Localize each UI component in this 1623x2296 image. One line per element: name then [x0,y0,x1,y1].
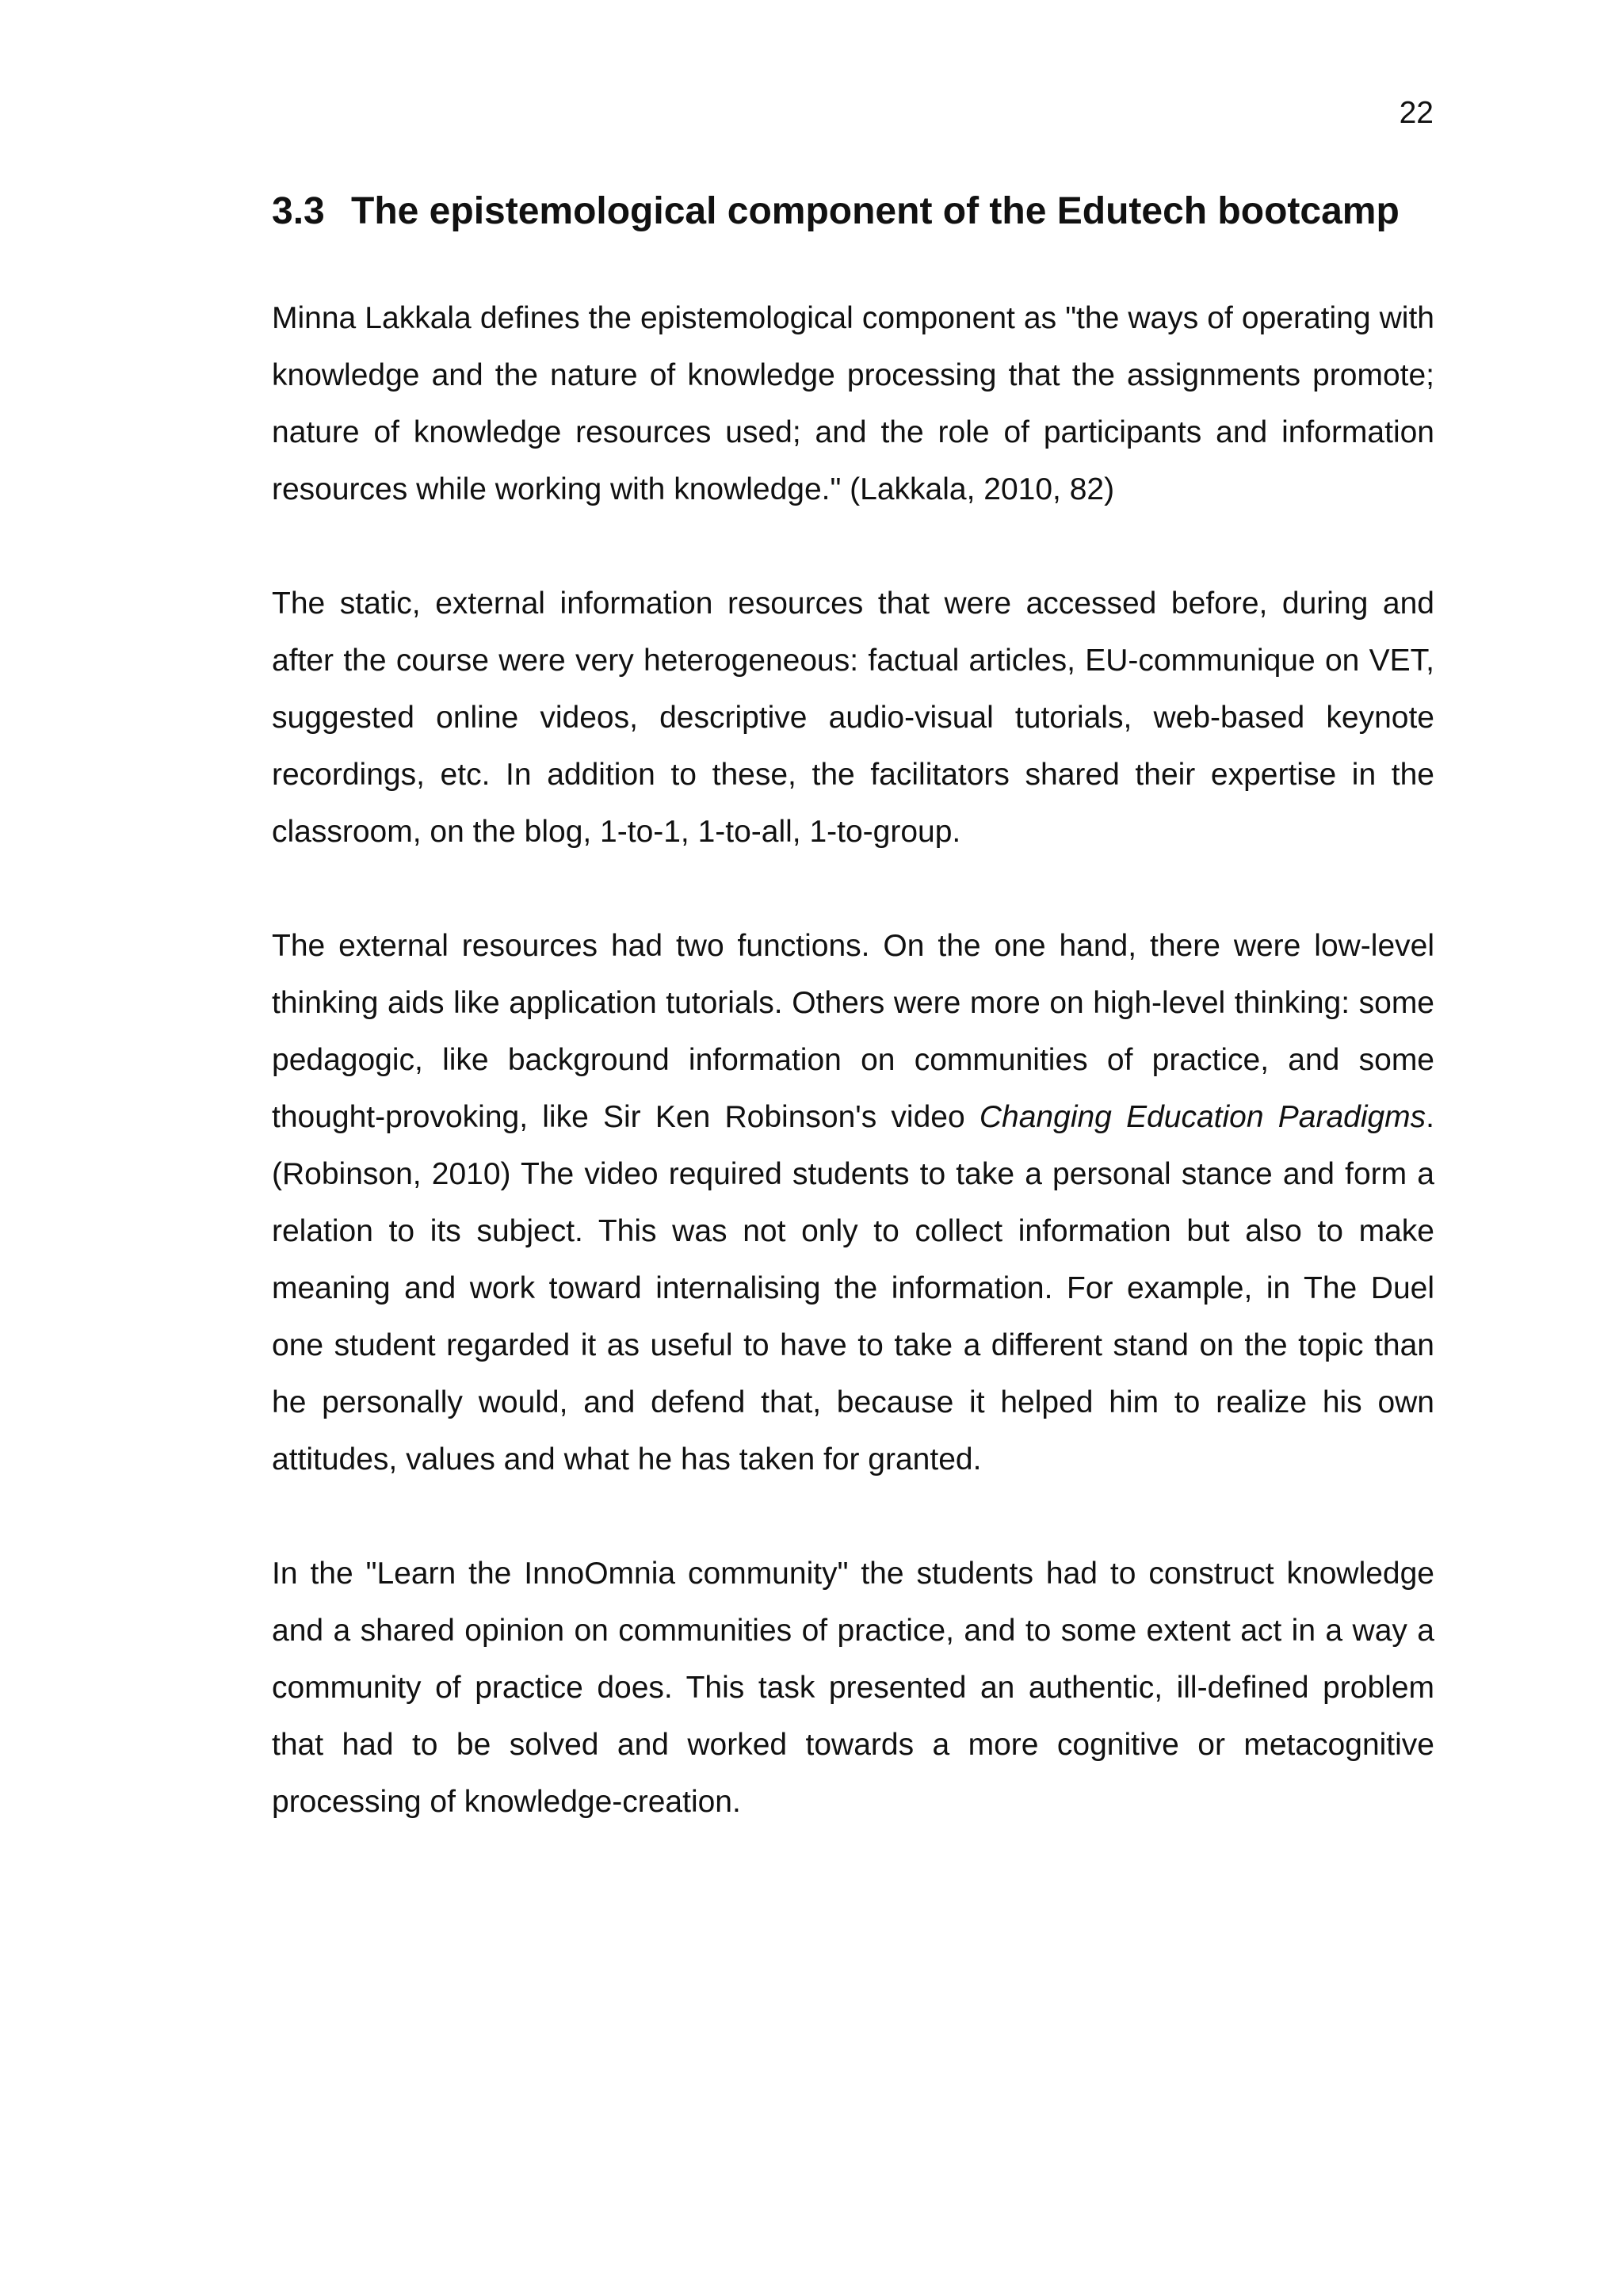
paragraph-2: The static, external information resources that were accessed before, during and after the course were very heterogeneous: factual articles, EU-communique on VET, suggested online videos, descriptive audio-visual tutorials, web-based keynote recordings, etc. In addition to these, the facilitators shared their expertise in the classroom, on the blog, 1-to-1, 1-to-all, 1-to-group. [272,586,1434,849]
paragraph-1: Minna Lakkala defines the epistemological component as "the ways of operating with knowledge and the nature of knowledge processing that the assignments promote; nature of knowledge resources used; and the role of participants and information resources while working with knowledge." (Lakkala, 2010, 82) [272,300,1434,506]
video-title: Changing Education Paradigms [979,1099,1426,1134]
section-number: 3.3 [272,190,325,232]
section-heading [272,189,1434,235]
paragraph-3-text-end: . (Robinson, 2010) The video required students to take a personal stance and form a relation to its subject. This was not only to collect information but also to make meaning and work toward internalising the information. For example, in The Duel one student regarded it as useful to have to take a different stand on the topic than he personally would, and defend that, because it helped him to realize his own attitudes, values and what he has taken for granted. [272,1099,1435,1477]
section-title: The epistemological component of the Edutech bootcamp [351,190,1400,232]
paragraph-4: In the "Learn the InnoOmnia community" the students had to construct knowledge and a shared opinion on communities of practice, and to some extent act in a way a community of practice does. This task presented an authentic, ill-defined problem that had to be solved and worked towards a more cognitive or metacognitive processing of knowledge-creation. [272,1556,1434,1819]
paragraph-3 [272,918,1434,1488]
page-number: 22 [1399,96,1434,130]
page-content [272,189,1434,1888]
paragraph-3-text-start: The external resources had two functions. On the one hand, there were low-level thinking aids like application tutorials. Others were more on high-level thinking: some pedagogic, like background information on communities of practice, and some thought-provoking, like Sir Ken Robinson's video [272,928,1434,1134]
